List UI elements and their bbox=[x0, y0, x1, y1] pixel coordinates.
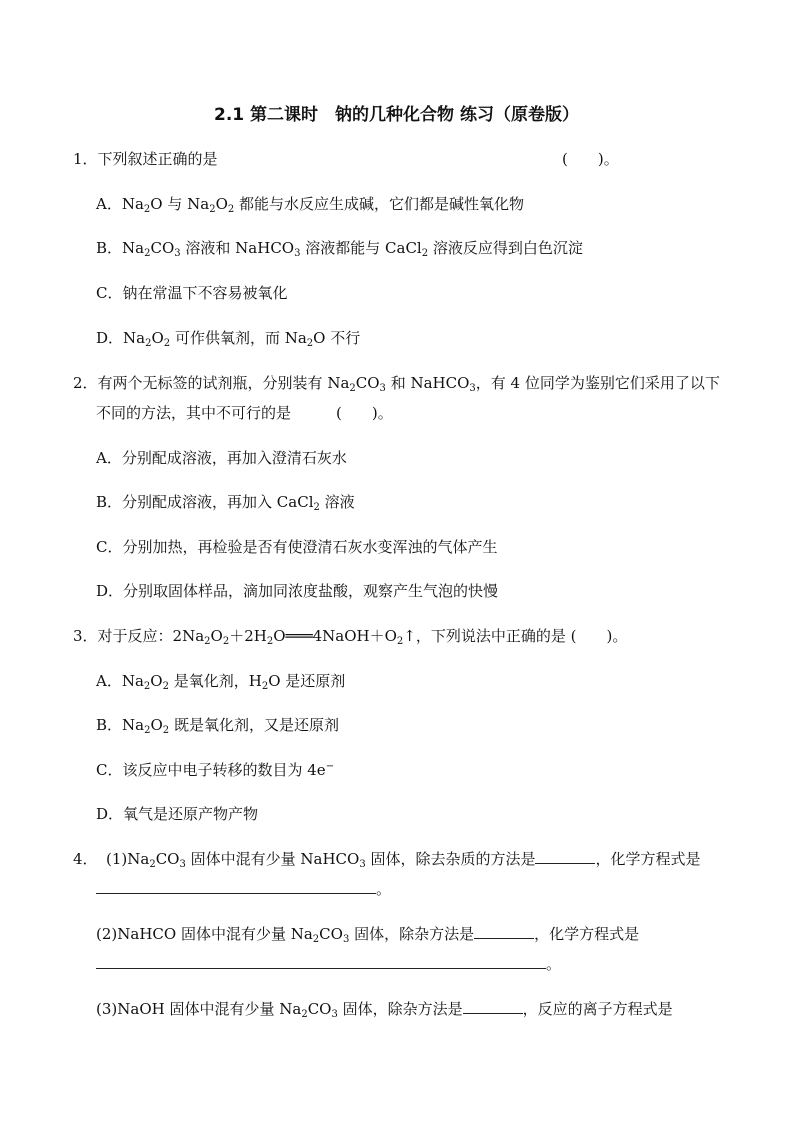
subscript: 3 bbox=[379, 383, 386, 394]
answer-blank[interactable] bbox=[463, 998, 523, 1014]
option-text: 是氧化剂，H bbox=[168, 672, 262, 690]
option-text: 分别加热，再检验是否有使澄清石灰水变浑浊的气体产生 bbox=[122, 538, 498, 556]
option-text: O 与 Na bbox=[150, 195, 210, 213]
question-text: 和 NaHCO bbox=[385, 374, 470, 392]
question-text: ，反应的离子方程式是 bbox=[522, 1000, 673, 1018]
option-text: Na bbox=[122, 239, 145, 257]
answer-paren: ( )。 bbox=[562, 150, 619, 168]
option-text: CO bbox=[150, 239, 175, 257]
answer-blank[interactable] bbox=[474, 923, 534, 939]
subscript: 2 bbox=[144, 248, 151, 259]
question-text: O═══4NaOH＋O bbox=[273, 627, 397, 645]
option-letter: C． bbox=[96, 761, 123, 779]
option-text: Na bbox=[122, 716, 145, 734]
question-text: 固体中混有少量 Na bbox=[176, 925, 313, 943]
option-text: 可作供氧剂，而 Na bbox=[170, 329, 307, 347]
option-text: Na bbox=[121, 195, 144, 213]
question-3 bbox=[73, 625, 627, 647]
subscript: 2 bbox=[143, 204, 151, 215]
subscript: 2 bbox=[421, 248, 429, 259]
subscript: 2 bbox=[162, 725, 170, 736]
option-c bbox=[96, 759, 334, 781]
question-text: ，化学方程式是 bbox=[595, 850, 701, 868]
subscript: 2 bbox=[222, 636, 230, 647]
punctuation: 。 bbox=[546, 955, 562, 973]
option-text: O bbox=[150, 672, 163, 690]
question-text: 有两个无标签的试剂瓶，分别装有 Na bbox=[97, 374, 350, 392]
answer-blank[interactable] bbox=[96, 953, 546, 969]
question-text: ，化学方程式是 bbox=[534, 925, 640, 943]
subscript: 2 bbox=[349, 383, 356, 394]
option-b bbox=[96, 237, 583, 259]
option-text: 溶液和 NaHCO bbox=[180, 239, 295, 257]
option-text: 溶液反应得到白色沉淀 bbox=[428, 239, 583, 257]
option-c bbox=[96, 536, 498, 558]
superscript: − bbox=[325, 761, 335, 772]
question-text: 固体，除去杂质的方法是 bbox=[365, 850, 536, 868]
question-text: (2)NaHCO bbox=[96, 925, 177, 943]
question-text: ＋2H bbox=[229, 627, 267, 645]
option-letter: B． bbox=[96, 716, 123, 734]
question-text: CO bbox=[355, 374, 380, 392]
option-b bbox=[96, 491, 355, 513]
question-number: 3． bbox=[73, 627, 98, 645]
option-text: 分别取固体样品，滴加同浓度盐酸，观察产生气泡的快慢 bbox=[123, 582, 499, 600]
subscript: 2 bbox=[266, 636, 274, 647]
q4-part-3 bbox=[96, 998, 673, 1020]
question-text: 对于反应：2Na bbox=[97, 627, 205, 645]
subscript: 2 bbox=[209, 204, 216, 215]
option-a bbox=[96, 193, 524, 215]
subscript: 3 bbox=[331, 1009, 338, 1020]
option-text: O bbox=[215, 195, 228, 213]
question-text: CO bbox=[307, 1000, 332, 1018]
subscript: 2 bbox=[261, 681, 269, 692]
question-2-line-2: 不同的方法，其中不可行的是 ( )。 bbox=[96, 404, 393, 422]
question-text: 固体中混有少量 NaHCO bbox=[185, 850, 360, 868]
option-text: O 不行 bbox=[313, 329, 361, 347]
subscript: 2 bbox=[306, 338, 314, 349]
option-text: Na bbox=[121, 672, 144, 690]
question-number: 2． bbox=[73, 374, 98, 392]
question-text: 下列叙述正确的是 bbox=[97, 150, 218, 168]
option-a bbox=[96, 670, 345, 692]
option-text: 钠在常温下不容易被氧化 bbox=[122, 284, 288, 302]
subscript: 2 bbox=[162, 681, 169, 692]
subscript: 2 bbox=[163, 338, 171, 349]
option-d bbox=[96, 803, 258, 825]
answer-blank[interactable] bbox=[96, 878, 376, 894]
option-text: 既是氧化剂，又是还原剂 bbox=[169, 716, 339, 734]
option-letter: A． bbox=[96, 195, 122, 213]
question-text: (3)NaOH 固体中混有少量 Na bbox=[96, 1000, 302, 1018]
subscript: 2 bbox=[144, 725, 151, 736]
option-letter: A． bbox=[96, 672, 122, 690]
punctuation: 。 bbox=[376, 880, 392, 898]
subscript: 3 bbox=[469, 383, 476, 394]
option-text: 分别配成溶液，再加入 CaCl bbox=[122, 493, 314, 511]
question-text: CO bbox=[319, 925, 343, 943]
subscript: 2 bbox=[312, 934, 320, 945]
option-text: O bbox=[151, 329, 164, 347]
option-text: 溶液 bbox=[319, 493, 355, 511]
option-text: O bbox=[150, 716, 163, 734]
question-text: 固体，除杂方法是 bbox=[349, 925, 475, 943]
subscript: 2 bbox=[143, 681, 151, 692]
option-letter: B． bbox=[96, 239, 123, 257]
option-letter: D． bbox=[96, 329, 124, 347]
option-d bbox=[96, 327, 360, 349]
question-text: CO bbox=[155, 850, 180, 868]
q4-part-2 bbox=[96, 923, 639, 945]
page-title: 2.1 第二课时 钠的几种化合物 练习（原卷版） bbox=[214, 105, 579, 125]
option-letter: B． bbox=[96, 493, 123, 511]
question-text: O bbox=[210, 627, 223, 645]
q4-part-1 bbox=[106, 848, 701, 870]
subscript: 3 bbox=[342, 934, 350, 945]
option-text: Na bbox=[123, 329, 146, 347]
option-letter: D． bbox=[96, 582, 124, 600]
option-text: 溶液都能与 CaCl bbox=[300, 239, 422, 257]
question-text: ，有 4 位同学为鉴别它们采用了以下 bbox=[475, 374, 720, 392]
question-1 bbox=[73, 148, 218, 170]
option-letter: A． bbox=[96, 449, 122, 467]
subscript: 3 bbox=[359, 859, 366, 870]
subscript: 2 bbox=[396, 636, 404, 647]
q4-part-2-line-2 bbox=[96, 953, 561, 975]
option-letter: C． bbox=[96, 284, 123, 302]
subscript: 3 bbox=[179, 859, 186, 870]
subscript: 3 bbox=[174, 248, 181, 259]
question-text: ↑，下列说法中正确的是 ( )。 bbox=[403, 627, 628, 645]
option-text: O 是还原剂 bbox=[268, 672, 346, 690]
option-d bbox=[96, 580, 498, 602]
option-letter: C． bbox=[96, 538, 123, 556]
subscript: 2 bbox=[227, 204, 235, 215]
subscript: 3 bbox=[294, 248, 301, 259]
option-text: 分别配成溶液，再加入澄清石灰水 bbox=[121, 449, 347, 467]
option-text: 氧气是还原产物产物 bbox=[123, 805, 259, 823]
option-b bbox=[96, 714, 339, 736]
subscript: 2 bbox=[149, 859, 156, 870]
option-text: 该反应中电子转移的数目为 4e bbox=[122, 761, 326, 779]
question-text: 固体，除杂方法是 bbox=[337, 1000, 463, 1018]
option-text: 都能与水反应生成碱，它们都是碱性氧化物 bbox=[234, 195, 525, 213]
subscript: 2 bbox=[145, 338, 152, 349]
question-number: 4． bbox=[73, 850, 98, 868]
option-c bbox=[96, 282, 288, 304]
subscript: 2 bbox=[301, 1009, 308, 1020]
question-2 bbox=[73, 372, 720, 394]
question-text: (1)Na bbox=[106, 850, 150, 868]
answer-blank[interactable] bbox=[535, 848, 595, 864]
option-letter: D． bbox=[96, 805, 124, 823]
subscript: 2 bbox=[204, 636, 211, 647]
option-a bbox=[96, 447, 347, 469]
subscript: 2 bbox=[313, 502, 320, 513]
question-number: 1． bbox=[73, 150, 98, 168]
q4-part-1-line-2 bbox=[96, 878, 391, 900]
